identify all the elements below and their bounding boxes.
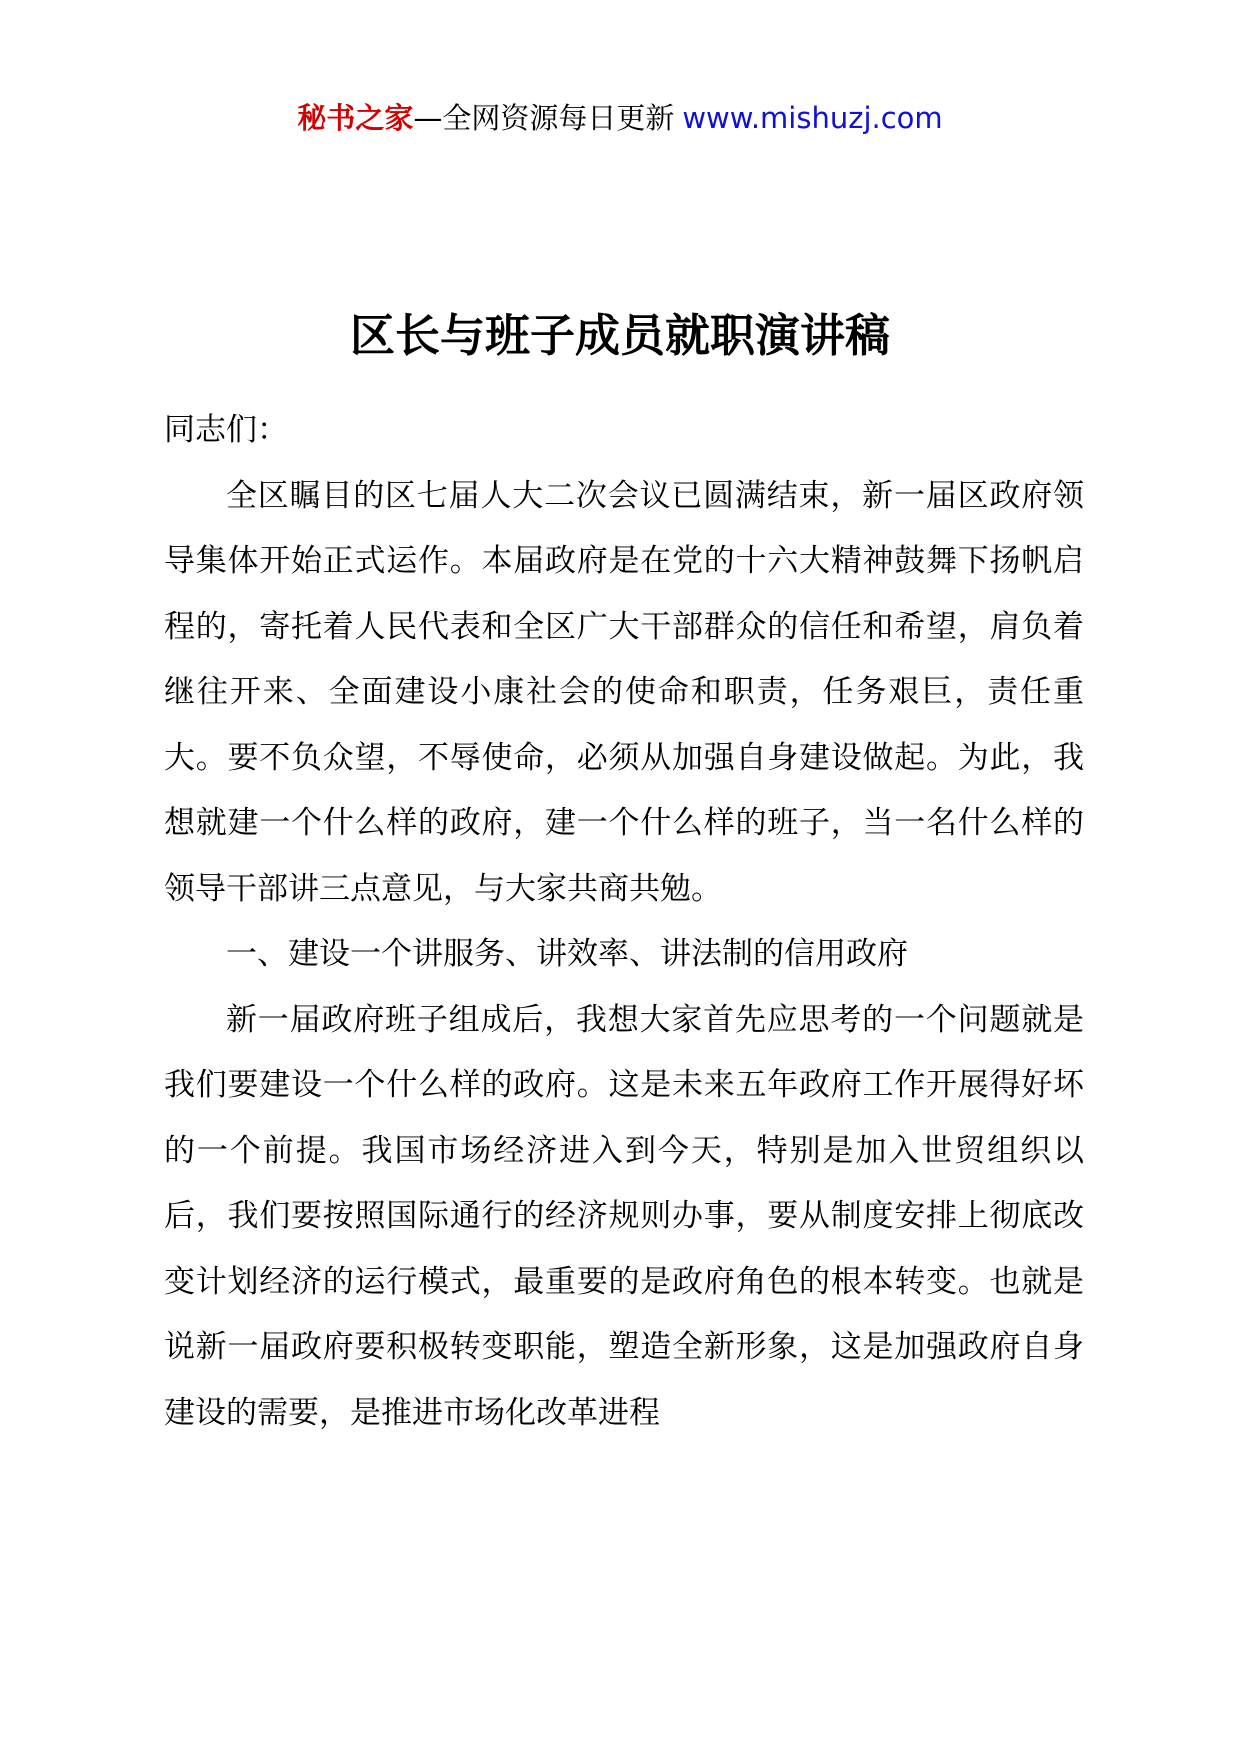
document-body [164, 398, 1084, 1446]
salutation: 同志们： [164, 412, 288, 448]
paragraph-intro: 全区瞩目的区七届人大二次会议已圆满结束，新一届区政府领导集体开始正式运作。本届政府是在党的十六大精神鼓舞下扬帆启程的，寄托着人民代表和全区广大干部群众的信任和希望，肩负着继往开来、全面建设小康社会的使命和职责，任务艰巨，责任重大。要不负众望，不辱使命，必须从加强自身建设做起。为此，我想就建一个什么样的政府，建一个什么样的班子，当一名什么样的领导干部讲三点意见，与大家共商共勉。 [164, 477, 1084, 907]
section-heading-1: 一、建设一个讲服务、讲效率、讲法制的信用政府 [226, 936, 908, 972]
paragraph-section-1: 新一届政府班子组成后，我想大家首先应思考的一个问题就是我们要建设一个什么样的政府。这是未来五年政府工作开展得好坏的一个前提。我国市场经济进入到今天，特别是加入世贸组织以后，我们要按照国际通行的经济规则办事，要从制度安排上彻底改变计划经济的运行模式，最重要的是政府角色的根本转变。也就是说新一届政府要积极转变职能，塑造全新形象，这是加强政府自身建设的需要，是推进市场化改革进程 [164, 1001, 1084, 1431]
site-brand: 秘书之家 [297, 101, 414, 135]
document-title: 区长与班子成员就职演讲稿 [349, 309, 890, 362]
site-url-link[interactable]: www.mishuzj.com [682, 101, 943, 135]
site-tagline: —全网资源每日更新 [413, 101, 675, 135]
site-header [0, 98, 1240, 138]
